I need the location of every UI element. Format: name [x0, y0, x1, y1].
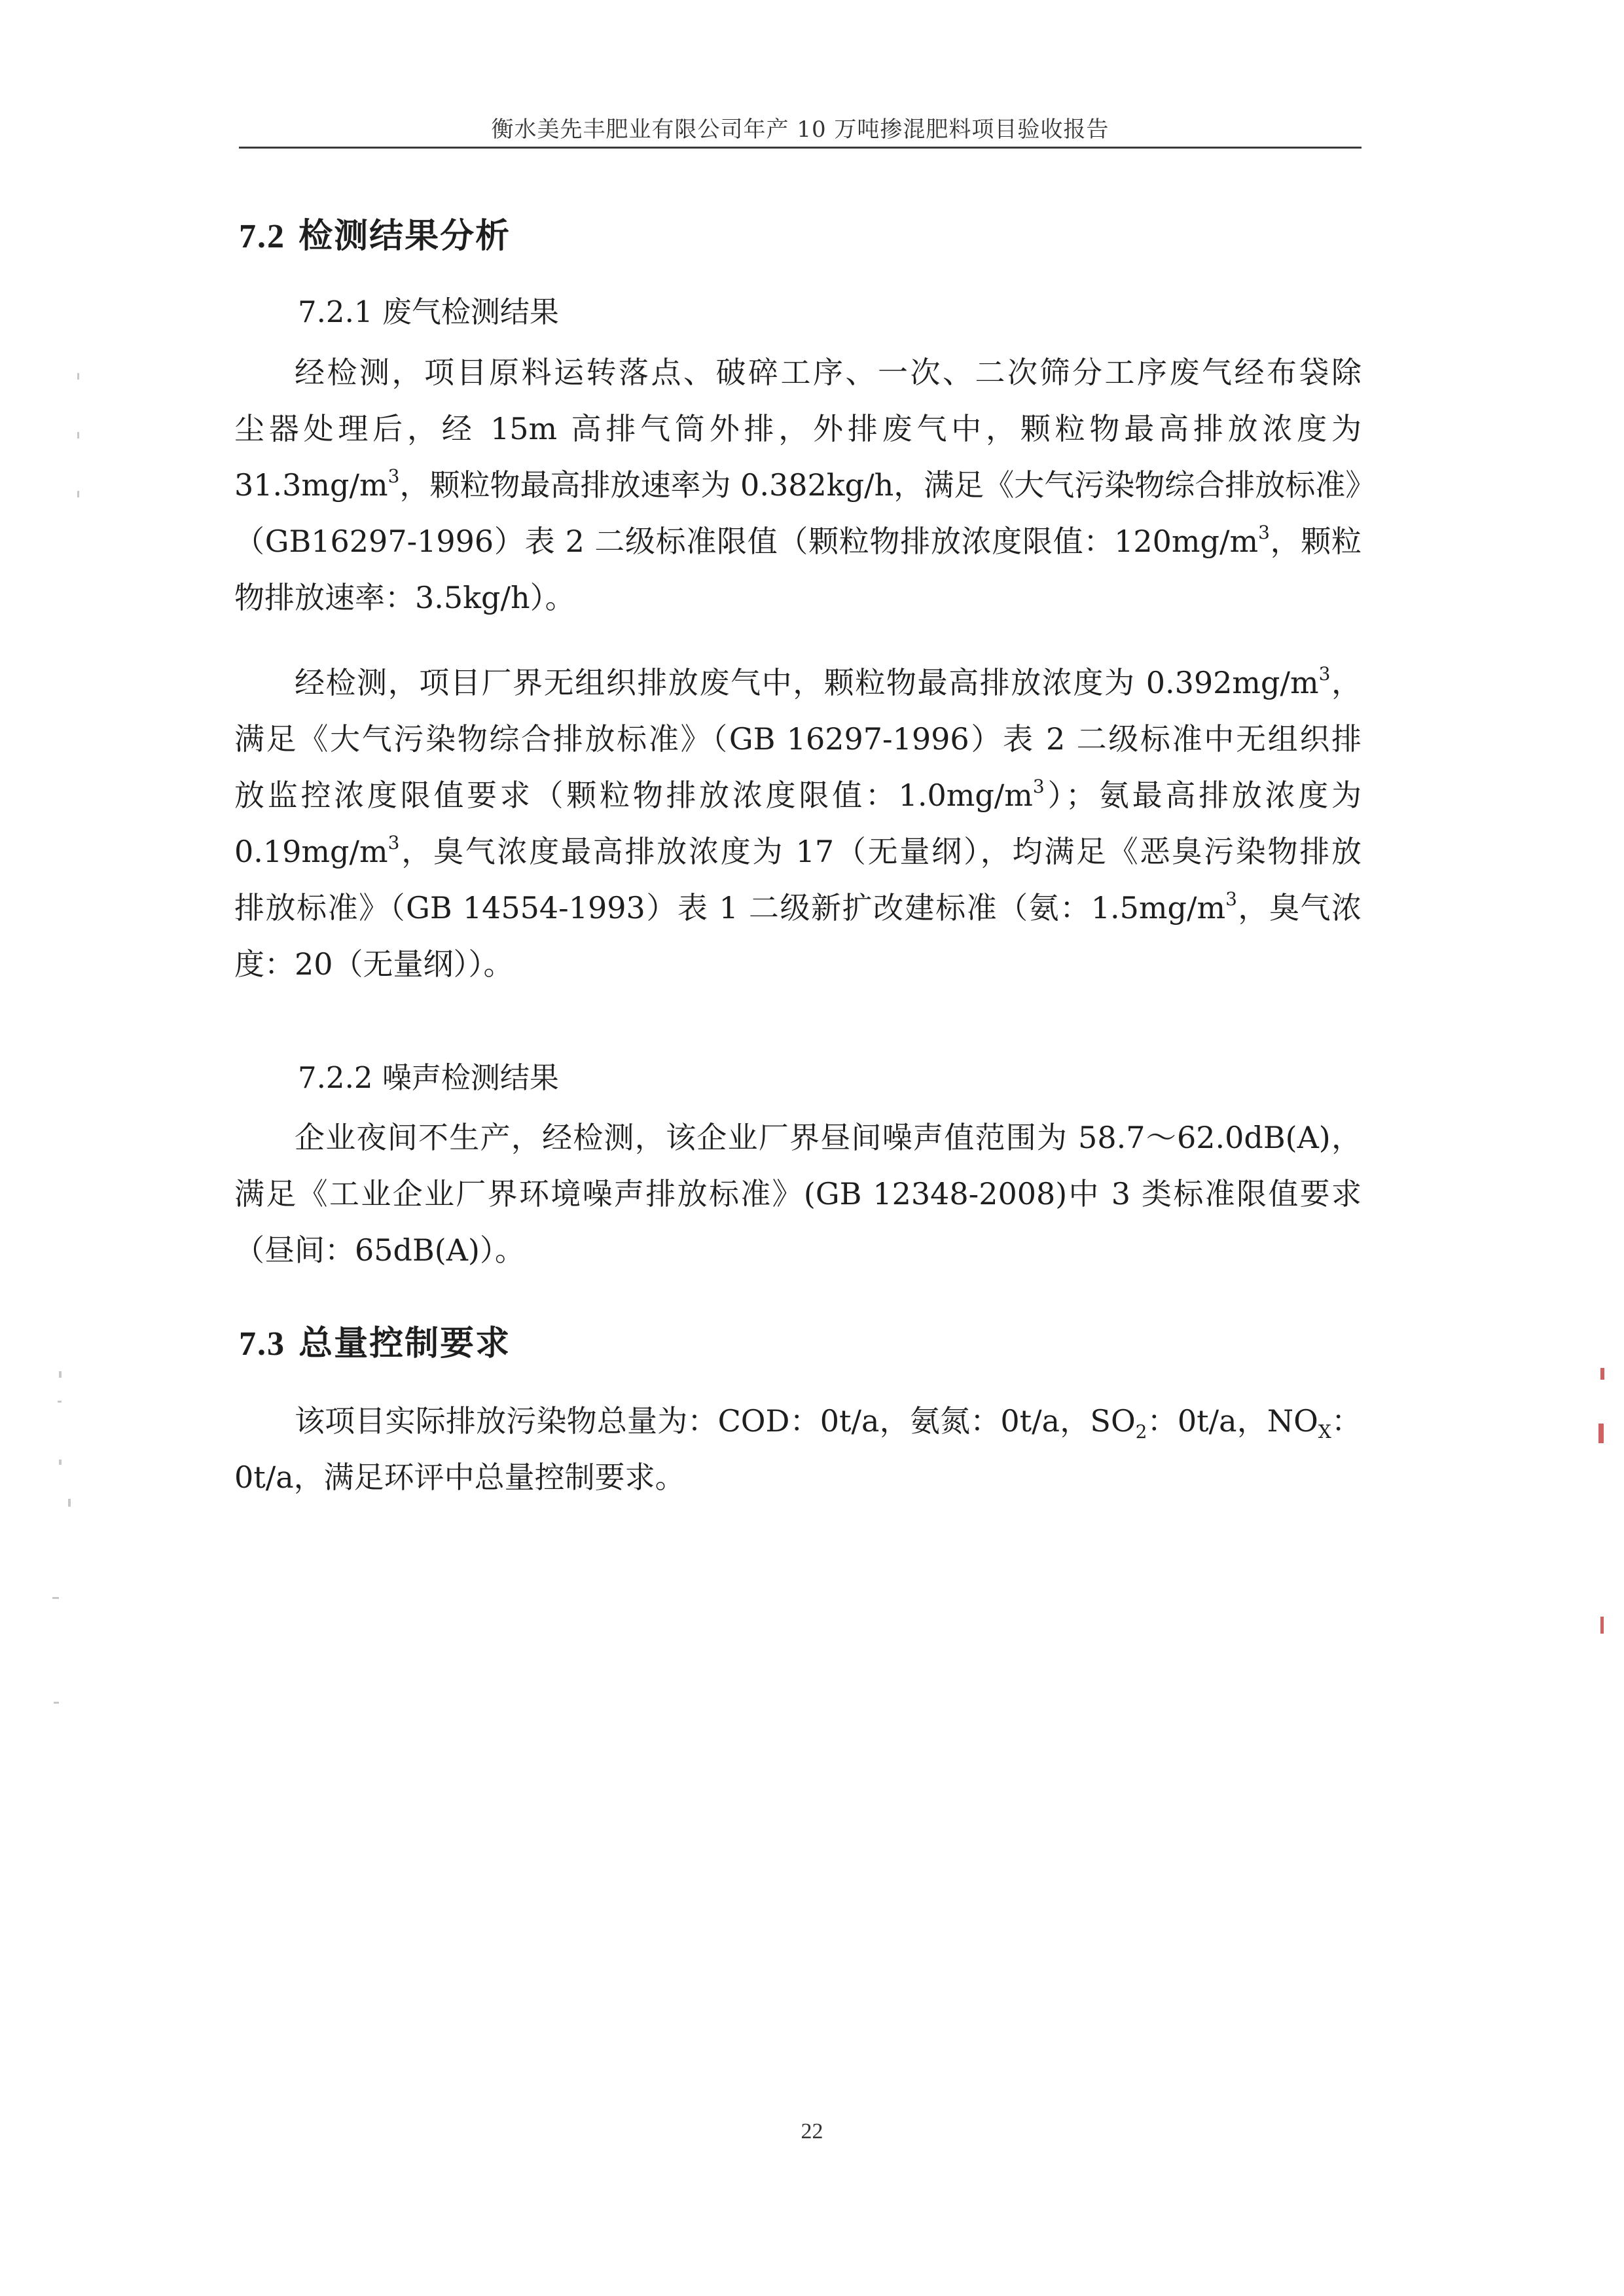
section-number: 7.3	[239, 1325, 285, 1363]
paragraph-fugitive-emission	[234, 655, 1362, 992]
scan-artifact	[77, 491, 79, 497]
subsection-number: 7.2.1	[298, 295, 373, 329]
scan-artifact	[68, 1499, 71, 1507]
scan-artifact	[1600, 1617, 1604, 1634]
section-title: 总量控制要求	[298, 1323, 511, 1363]
text-line: 排放标准》（GB 14554-1993）表 1 二级新扩改建标准（氨：$1.5mg/m^3$，臭气浓	[234, 888, 1362, 925]
scan-artifact	[59, 1460, 62, 1465]
text-line: 该项目实际排放污染物总量为：COD：0t/a，氨氮：0t/a，$SO_2$：0t/a，$NO_X$：	[295, 1403, 1362, 1443]
header-rule	[239, 147, 1362, 149]
paragraph-noise	[234, 1109, 1362, 1278]
subsection-title: 废气检测结果	[382, 295, 559, 329]
text-line: 度：20（无量纲））。	[234, 946, 514, 982]
scan-artifact	[54, 1702, 59, 1704]
text-line: 放监控浓度限值要求（颗粒物排放浓度限值：$1.0mg/m^3$）；氨最高排放浓度为	[234, 776, 1362, 813]
scan-artifact	[1600, 1368, 1604, 1380]
text-line: $31.3mg/m^3$，颗粒物最高排放速率为 0.382kg/h，满足《大气污染物综合排放标准》	[234, 465, 1376, 503]
paragraph-exhaust-stack	[234, 344, 1376, 626]
text-line: $0.19mg/m^3$，臭气浓度最高排放浓度为 17（无量纲），均满足《恶臭污染物排放	[234, 832, 1362, 869]
text-line: 经检测，项目原料运转落点、破碎工序、一次、二次筛分工序废气经布袋除	[295, 355, 1362, 390]
subsection-heading-7-2-2	[298, 1054, 559, 1096]
scan-artifact	[77, 432, 79, 439]
subsection-heading-7-2-1	[298, 288, 559, 331]
paragraph-total-control	[234, 1393, 1362, 1505]
text-line: 尘器处理后，经 15m 高排气筒外排，外排废气中，颗粒物最高排放浓度为	[234, 411, 1362, 446]
text-line: 满足《大气污染物综合排放标准》（GB 16297-1996）表 2 二级标准中无组织排	[234, 721, 1362, 757]
text-line: 0t/a，满足环评中总量控制要求。	[234, 1460, 685, 1495]
text-line: 企业夜间不生产，经检测，该企业厂界昼间噪声值范围为 58.7～62.0dB(A)，	[295, 1120, 1362, 1155]
text-line: （昼间：65dB(A)）。	[234, 1232, 525, 1268]
subsection-number: 7.2.2	[298, 1060, 373, 1095]
scan-artifact	[1598, 1424, 1604, 1443]
section-title: 检测结果分析	[298, 216, 511, 256]
running-header: 衡水美先丰肥业有限公司年产 10 万吨掺混肥料项目验收报告	[491, 117, 1110, 143]
section-number: 7.2	[239, 218, 285, 255]
subsection-title: 噪声检测结果	[382, 1060, 559, 1095]
scan-artifact	[59, 1371, 62, 1378]
section-heading-7-2	[239, 208, 511, 257]
section-heading-7-3	[239, 1316, 511, 1365]
text-line: （GB16297-1996）表 2 二级标准限值（颗粒物排放浓度限值：$120mg/m^3$，颗粒	[234, 522, 1362, 559]
scan-artifact	[58, 1401, 62, 1403]
scan-artifact	[77, 373, 79, 380]
text-line: 经检测，项目厂界无组织排放废气中，颗粒物最高排放浓度为 $0.392mg/m^3$，	[295, 663, 1362, 700]
scan-artifact	[52, 1597, 59, 1599]
page-number: 22	[801, 2119, 823, 2144]
text-line: 物排放速率：3.5kg/h）。	[234, 580, 575, 615]
text-line: 满足《工业企业厂界环境噪声排放标准》(GB 12348-2008)中 3 类标准限值要求	[234, 1176, 1362, 1211]
